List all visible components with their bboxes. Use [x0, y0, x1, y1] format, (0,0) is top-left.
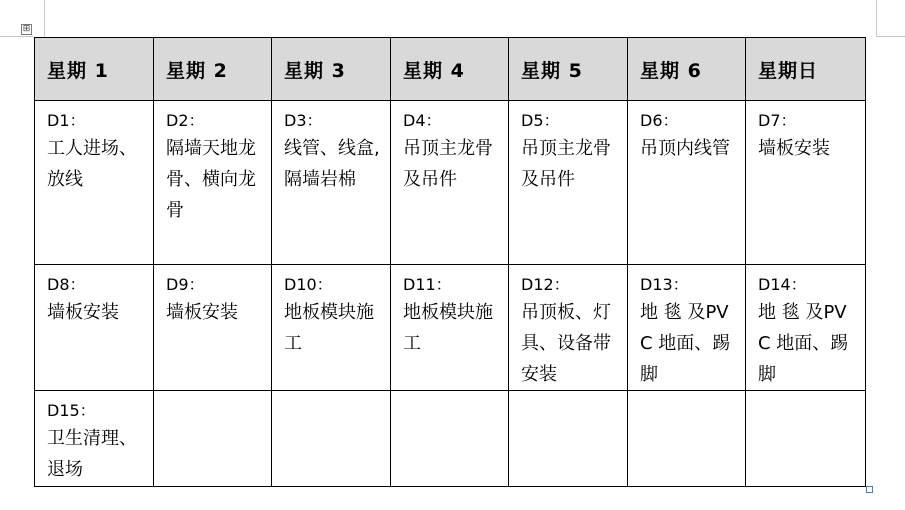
header-weekday-sunday[interactable]: 星期日	[746, 38, 866, 101]
table-cell[interactable]	[746, 101, 866, 265]
table-cell[interactable]	[272, 265, 391, 391]
day-label: D9：	[166, 275, 205, 294]
day-label: D5：	[521, 111, 560, 130]
margin-crop-mark-top-right-horizontal	[876, 36, 905, 37]
table-header-row	[35, 38, 866, 101]
table-cell[interactable]	[628, 101, 746, 265]
header-weekday-4[interactable]: 星期 4	[391, 38, 509, 101]
header-weekday-1[interactable]: 星期 1	[35, 38, 154, 101]
task-text: 墙板安装	[166, 302, 238, 323]
day-label: D2：	[166, 111, 205, 130]
table-cell[interactable]	[35, 101, 154, 265]
table-row	[35, 101, 866, 265]
task-text: 线管、线盒,隔墙岩棉	[284, 138, 380, 190]
day-label: D15：	[47, 401, 96, 420]
table-cell[interactable]	[391, 101, 509, 265]
task-text: 工人进场、放线	[47, 138, 137, 190]
header-weekday-2[interactable]: 星期 2	[154, 38, 272, 101]
table-cell[interactable]	[154, 265, 272, 391]
day-label: D4：	[403, 111, 442, 130]
task-text: 吊顶板、灯具、设备带安装	[521, 302, 611, 385]
table-row	[35, 391, 866, 487]
margin-crop-mark-top-left-vertical	[44, 0, 45, 37]
task-text: 地板模块施工	[284, 302, 374, 354]
day-label: D11：	[403, 275, 452, 294]
task-text: 墙板安装	[758, 138, 830, 159]
table-cell[interactable]	[628, 265, 746, 391]
day-label: D12：	[521, 275, 570, 294]
table-cell[interactable]	[272, 101, 391, 265]
task-text: 吊顶内线管	[640, 138, 730, 159]
day-label: D7：	[758, 111, 797, 130]
table-cell[interactable]	[154, 101, 272, 265]
day-label: D8：	[47, 275, 86, 294]
table-cell[interactable]	[154, 391, 272, 487]
day-label: D14：	[758, 275, 807, 294]
day-label: D10：	[284, 275, 333, 294]
table-move-handle-icon[interactable]: ⊞	[22, 24, 31, 34]
header-weekday-3[interactable]: 星期 3	[272, 38, 391, 101]
table-cell[interactable]	[746, 391, 866, 487]
table-cell[interactable]	[509, 101, 628, 265]
margin-crop-mark-top-right-vertical	[876, 0, 877, 37]
task-text: 隔墙天地龙骨、横向龙骨	[166, 138, 256, 221]
header-weekday-5[interactable]: 星期 5	[509, 38, 628, 101]
table-cell[interactable]	[628, 391, 746, 487]
task-text: 卫生清理、退场	[47, 428, 137, 480]
table-cell[interactable]	[272, 391, 391, 487]
table-cell[interactable]	[391, 265, 509, 391]
table-row	[35, 265, 866, 391]
task-text: 地 毯 及PVC 地面、踢脚	[640, 302, 731, 385]
task-text: 墙板安装	[47, 302, 119, 323]
table-resize-handle-icon[interactable]	[866, 486, 873, 493]
table-cell[interactable]	[509, 391, 628, 487]
table-cell[interactable]	[35, 391, 154, 487]
table-cell[interactable]	[35, 265, 154, 391]
task-text: 吊顶主龙骨及吊件	[403, 138, 493, 190]
margin-crop-mark-top-left-horizontal	[0, 36, 34, 37]
day-label: D6：	[640, 111, 679, 130]
day-label: D3：	[284, 111, 323, 130]
task-text: 地板模块施工	[403, 302, 493, 354]
table-cell[interactable]	[509, 265, 628, 391]
construction-schedule-table	[34, 37, 866, 487]
day-label: D1：	[47, 111, 86, 130]
day-label: D13：	[640, 275, 689, 294]
table-cell[interactable]	[746, 265, 866, 391]
task-text: 地 毯 及PVC 地面、踢脚	[758, 302, 849, 385]
task-text: 吊顶主龙骨及吊件	[521, 138, 611, 190]
table-cell[interactable]	[391, 391, 509, 487]
header-weekday-6[interactable]: 星期 6	[628, 38, 746, 101]
